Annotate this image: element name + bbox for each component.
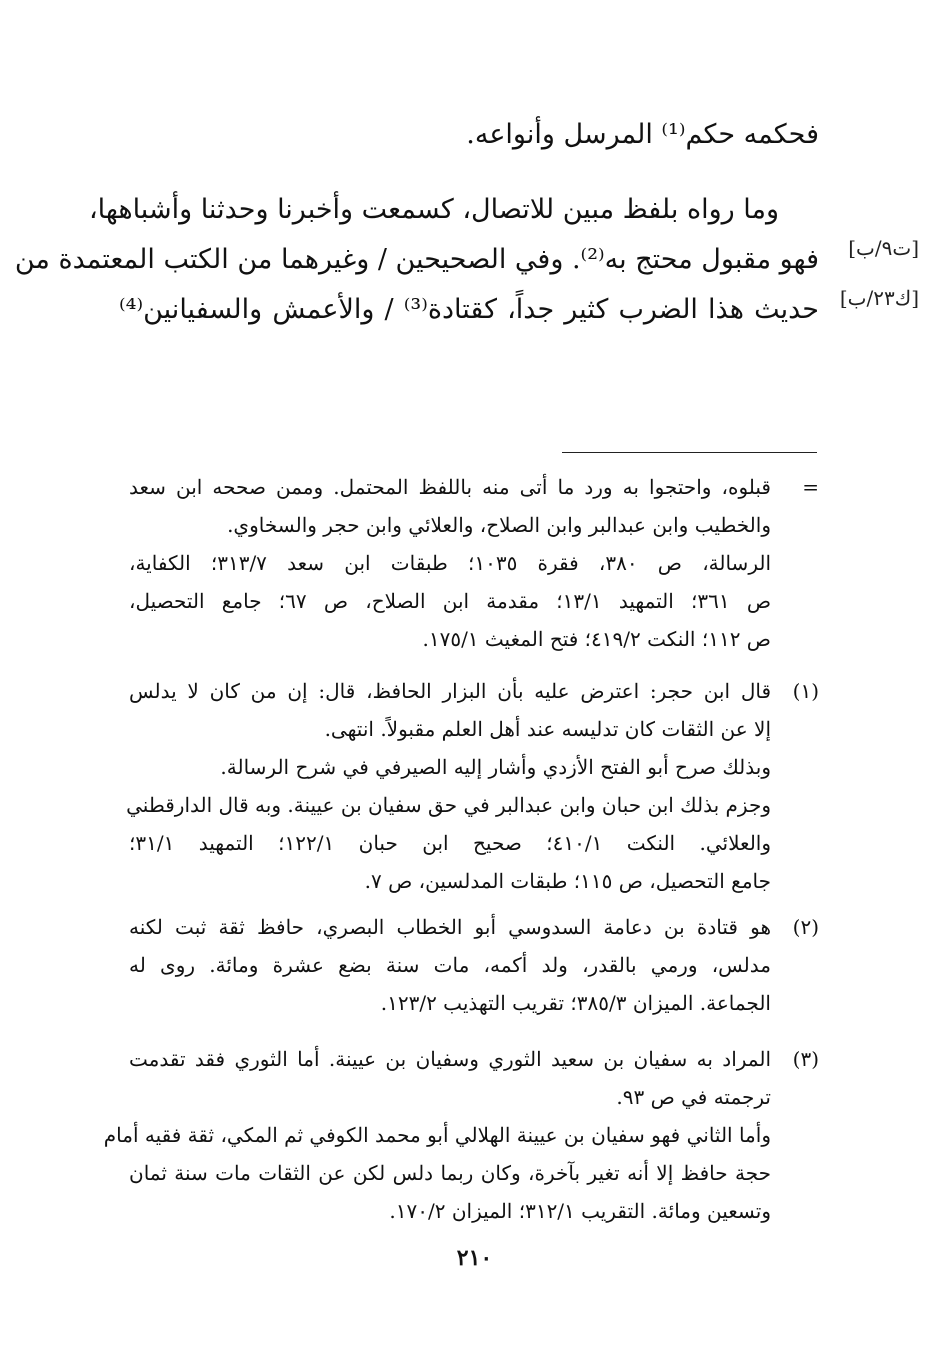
footnote-line: ص ٣٦١؛ التمهيد ١٣/١؛ مقدمة ابن الصلاح، ص ٦٧؛ جامع التحصيل، <box>129 589 772 613</box>
footnote-3 <box>103 1040 819 1230</box>
margin-reference: [ت٩/ب] <box>848 236 919 260</box>
footnote-1 <box>126 672 819 900</box>
footnote-continued <box>129 468 819 658</box>
footnote-line: جامع التحصيل، ص ١١٥؛ طبقات المدلسين، ص ٧. <box>364 869 771 893</box>
margin-reference: [ك٢٣/ب] <box>839 286 919 310</box>
footnote-marker: = <box>802 475 819 499</box>
footnote-line: الجماعة. الميزان ٣٨٥/٣؛ تقريب التهذيب ١٢٣/٢. <box>380 991 771 1015</box>
footnote-line: ترجمته في ص ٩٣. <box>616 1085 771 1109</box>
footnote-line: حجة حافظ إلا أنه تغير بآخرة، وكان ربما دلس لكن عن الثقات مات سنة ثمان <box>129 1161 772 1185</box>
footnote-line: ص ١١٢؛ النكت ٤١٩/٢؛ فتح المغيث ١٧٥/١. <box>422 627 771 651</box>
main-line: وما رواه بلفظ مبين للاتصال، كسمعت وأخبرنا وحدثنا وأشباهها، <box>88 194 779 225</box>
footnote-line: قال ابن حجر: اعترض عليه بأن البزار الحافظ، قال: إن من كان لا يدلس <box>129 679 771 703</box>
main-paragraph-1 <box>119 110 819 160</box>
footnote-line: المراد به سفيان بن سعيد الثوري وسفيان بن عيينة. أما الثوري فقد تقدمت <box>129 1047 771 1071</box>
page-number: ٢١٠ <box>456 1245 493 1271</box>
footnote-marker: (١) <box>792 679 819 703</box>
footnote-line: إلا عن الثقات كان تدليسه عند أهل العلم مقبولاً. انتهى. <box>324 717 771 741</box>
main-paragraph-2 <box>14 185 819 335</box>
footnote-2 <box>129 908 819 1022</box>
footnote-line: مدلس، ورمي بالقدر، ولد أكمه، مات سنة بضع عشرة ومائة. روى له <box>129 953 771 977</box>
footnote-line: وأما الثاني فهو سفيان بن عيينة الهلالي أبو محمد الكوفي ثم المكي، ثقة فقيه أمام <box>103 1123 771 1147</box>
footnote-separator <box>562 452 817 453</box>
main-line: فهو مقبول محتج به⁽²⁾. وفي الصحيحين / وغيرهما من الكتب المعتمدة من <box>14 244 819 275</box>
footnote-line: والعلائي. النكت ٤١٠/١؛ صحيح ابن حبان ١٢٢/١؛ التمهيد ٣١/١؛ <box>129 831 772 855</box>
main-line: حديث هذا الضرب كثير جداً، كقتادة⁽³⁾ / والأعمش والسفيانين⁽⁴⁾ <box>119 294 819 325</box>
footnote-line: والخطيب وابن عبدالبر وابن الصلاح، والعلائي وابن حجر والسخاوي. <box>227 513 771 537</box>
footnote-line: الرسالة، ص ٣٨٠، فقرة ١٠٣٥؛ طبقات ابن سعد ٣١٣/٧؛ الكفاية، <box>129 551 771 575</box>
footnote-line: وتسعين ومائة. التقريب ٣١٢/١؛ الميزان ١٧٠/٢. <box>389 1199 771 1223</box>
footnote-line: هو قتادة بن دعامة السدوسي أبو الخطاب البصري، حافظ ثقة ثبت لكنه <box>129 915 771 939</box>
footnote-line: وبذلك صرح أبو الفتح الأزدي وأشار إليه الصيرفي في شرح الرسالة. <box>220 755 771 779</box>
footnote-marker: (٣) <box>792 1047 819 1071</box>
main-line: فحكمه حكم⁽¹⁾ المرسل وأنواعه. <box>466 119 819 150</box>
footnote-marker: (٢) <box>792 915 819 939</box>
footnote-line: وجزم بذلك ابن حبان وابن عبدالبر في حق سفيان بن عيينة. وبه قال الدارقطني <box>126 793 771 817</box>
footnote-line: قبلوه، واحتجوا به ورد ما أتى منه باللفظ المحتمل. وممن صححه ابن سعد <box>129 475 771 499</box>
